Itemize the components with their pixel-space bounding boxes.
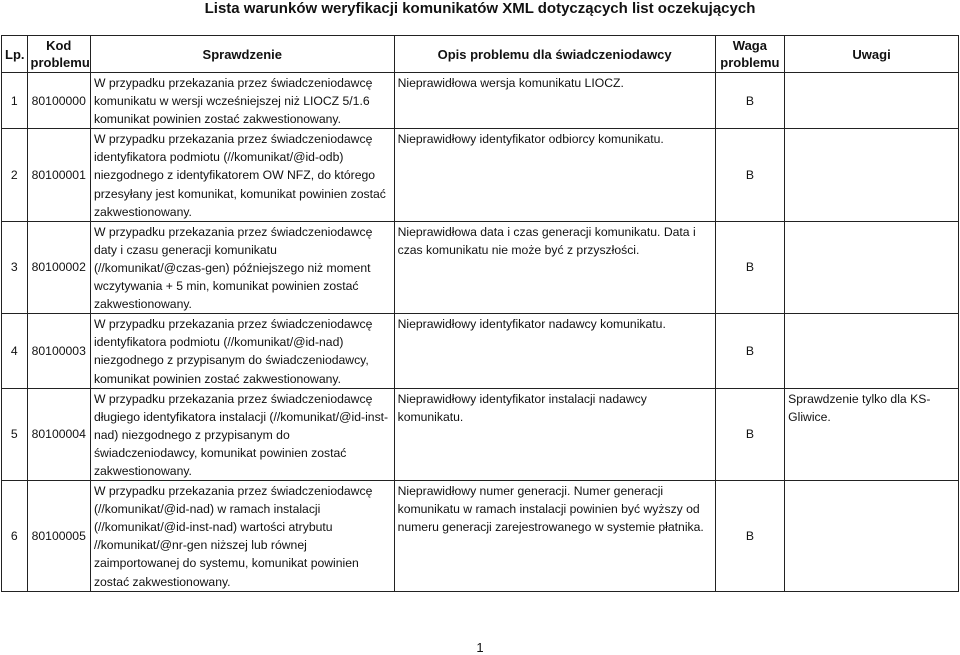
header-kod: Kod problemu <box>27 36 90 73</box>
row-kod: 80100003 <box>27 314 90 388</box>
row-lp: 5 <box>2 388 28 480</box>
table-row <box>2 314 959 388</box>
row-waga: B <box>715 73 785 129</box>
row-uwagi <box>785 221 959 313</box>
table-row <box>2 73 959 129</box>
row-waga: B <box>715 388 785 480</box>
row-lp: 2 <box>2 129 28 221</box>
row-waga: B <box>715 221 785 313</box>
row-sprawdzenie: W przypadku przekazania przez świadczeniodawcę identyfikatora podmiotu (//komunikat/@id-nad) niezgodnego z przypisanym do świadczeniodawcy, komunikat powinien zostać zakwestionowany. <box>90 314 394 388</box>
table-row <box>2 481 959 592</box>
row-sprawdzenie: W przypadku przekazania przez świadczeniodawcę komunikatu w wersji wcześniejszej niż LIOCZ 5/1.6 komunikat powinien zostać zakwestionowany. <box>90 73 394 129</box>
table-row <box>2 388 959 480</box>
table-row <box>2 129 959 221</box>
row-sprawdzenie: W przypadku przekazania przez świadczeniodawcę identyfikatora podmiotu (//komunikat/@id-odb) niezgodnego z identyfikatorem OW NFZ, do którego przesyłany jest komunikat, komunikat powinien zostać zakwestionowany. <box>90 129 394 221</box>
row-lp: 1 <box>2 73 28 129</box>
row-opis: Nieprawidłowa data i czas generacji komunikatu. Data i czas komunikatu nie może być z przyszłości. <box>394 221 715 313</box>
header-uwagi: Uwagi <box>785 36 959 73</box>
row-sprawdzenie: W przypadku przekazania przez świadczeniodawcę daty i czasu generacji komunikatu (//komunikat/@czas-gen) późniejszego niż moment wczytywania + 5 min, komunikat powinien zostać zakwestionowany. <box>90 221 394 313</box>
row-lp: 3 <box>2 221 28 313</box>
table-header-row <box>2 36 959 73</box>
row-waga: B <box>715 129 785 221</box>
row-kod: 80100000 <box>27 73 90 129</box>
row-sprawdzenie: W przypadku przekazania przez świadczeniodawcę (//komunikat/@id-nad) w ramach instalacji (//komunikat/@id-inst-nad) wartości atrybutu //komunikat/@nr-gen niższej lub równej zaimportowanej do systemu, komunikat powinien zostać zakwestionowany. <box>90 481 394 592</box>
row-kod: 80100004 <box>27 388 90 480</box>
verification-table <box>1 35 959 592</box>
row-kod: 80100005 <box>27 481 90 592</box>
row-opis: Nieprawidłowy identyfikator nadawcy komunikatu. <box>394 314 715 388</box>
row-waga: B <box>715 481 785 592</box>
header-sprawdzenie: Sprawdzenie <box>90 36 394 73</box>
row-uwagi <box>785 314 959 388</box>
page-title: Lista warunków weryfikacji komunikatów XML dotyczących list oczekujących <box>204 0 756 17</box>
row-waga: B <box>715 314 785 388</box>
header-waga: Waga problemu <box>715 36 785 73</box>
row-lp: 4 <box>2 314 28 388</box>
row-uwagi <box>785 129 959 221</box>
header-opis: Opis problemu dla świadczeniodawcy <box>394 36 715 73</box>
header-lp: Lp. <box>2 36 28 73</box>
row-kod: 80100002 <box>27 221 90 313</box>
row-opis: Nieprawidłowy identyfikator instalacji nadawcy komunikatu. <box>394 388 715 480</box>
page-number: 1 <box>476 640 484 655</box>
table-row <box>2 221 959 313</box>
row-opis: Nieprawidłowy identyfikator odbiorcy komunikatu. <box>394 129 715 221</box>
row-uwagi: Sprawdzenie tylko dla KS-Gliwice. <box>785 388 959 480</box>
row-opis: Nieprawidłowa wersja komunikatu LIOCZ. <box>394 73 715 129</box>
row-uwagi <box>785 73 959 129</box>
row-sprawdzenie: W przypadku przekazania przez świadczeniodawcę długiego identyfikatora instalacji (//komunikat/@id-inst-nad) niezgodnego z przypisanym do świadczeniodawcy, komunikat powinien zostać zakwestionowany. <box>90 388 394 480</box>
row-opis: Nieprawidłowy numer generacji. Numer generacji komunikatu w ramach instalacji powinien być wyższy od numeru generacji zarejestrowanego w systemie płatnika. <box>394 481 715 592</box>
row-uwagi <box>785 481 959 592</box>
row-kod: 80100001 <box>27 129 90 221</box>
row-lp: 6 <box>2 481 28 592</box>
